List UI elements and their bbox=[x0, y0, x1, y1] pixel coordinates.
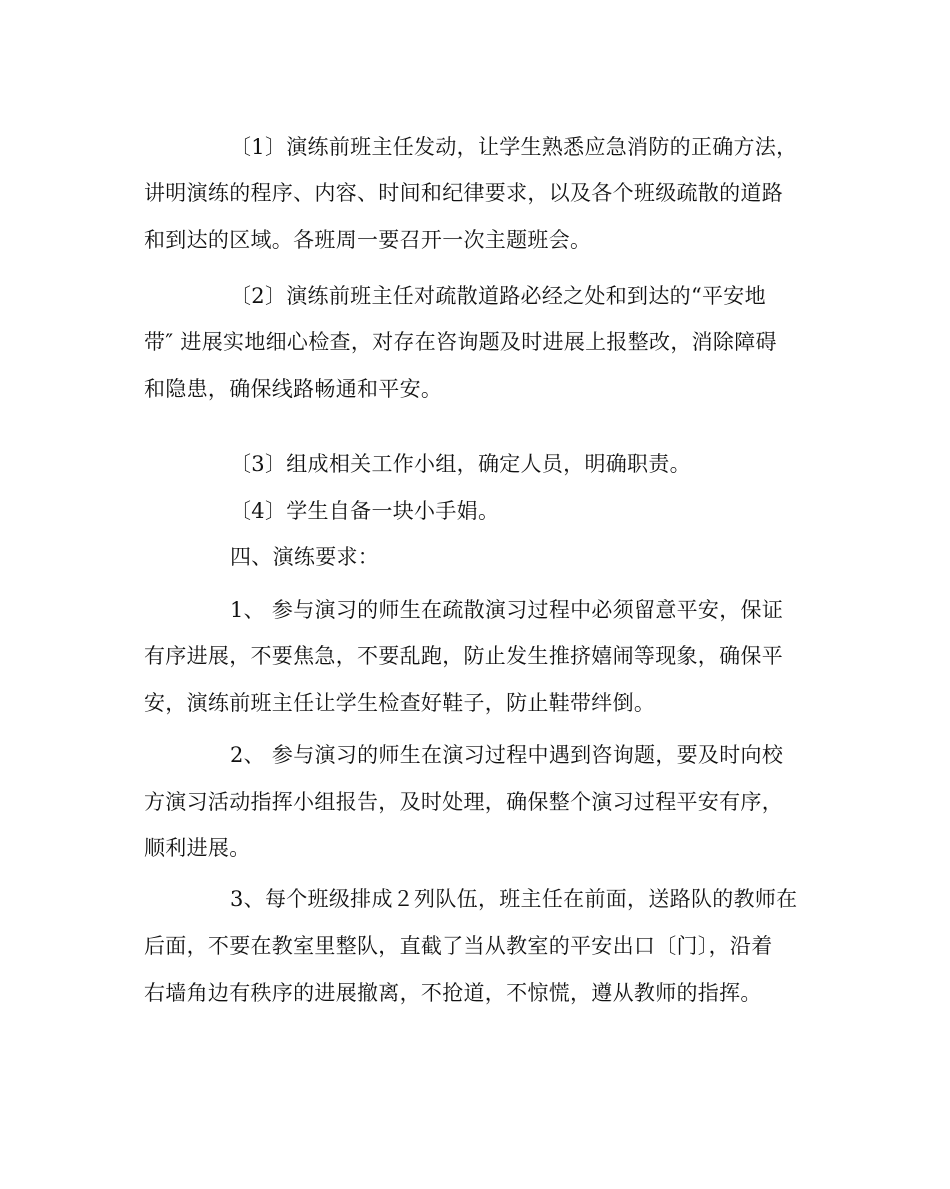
paragraph-line: 右墙角边有秩序的进展撤离，不抢道，不惊慌，遵从教师的指挥。 bbox=[144, 981, 762, 1005]
paragraph-line: 讲明演练的程序、内容、时间和纪律要求，以及各个班级疏散的道路 bbox=[144, 181, 783, 205]
paragraph-line: 〔2〕演练前班主任对疏散道路必经之处和到达的“平安地 bbox=[230, 284, 766, 308]
paragraph-line: 后面，不要在教室里整队，直截了当从教室的平安出口〔门〕，沿着 bbox=[144, 934, 773, 958]
paragraph-line: 带″ 进展实地细心检查，对存在咨询题及时进展上报整改，消除障碍 bbox=[144, 330, 777, 354]
paragraph-line: 方演习活动指挥小组报告，及时处理，确保整个演习过程平安有序， bbox=[144, 790, 783, 814]
paragraph-line: 〔1〕演练前班主任发动，让学生熟悉应急消防的正确方法， bbox=[230, 135, 798, 159]
paragraph-line: 3、每个班级排成２列队伍，班主任在前面，送路队的教师在 bbox=[230, 887, 798, 911]
paragraph-line: 安，演练前班主任让学生检查好鞋子，防止鞋带绊倒。 bbox=[144, 691, 656, 715]
section-heading: 四、演练要求： bbox=[230, 545, 380, 569]
paragraph-line: 有序进展，不要焦急，不要乱跑，防止发生推挤嬉闹等现象，确保平 bbox=[144, 644, 783, 668]
paragraph-line: 1、 参与演习的师生在疏散演习过程中必须留意平安，保证 bbox=[230, 598, 784, 622]
paragraph-line: 和到达的区域。各班周一要召开一次主题班会。 bbox=[144, 228, 592, 252]
paragraph-line: 〔4〕学生自备一块小手娟。 bbox=[230, 499, 500, 523]
paragraph-line: 2、 参与演习的师生在演习过程中遇到咨询题，要及时向校 bbox=[230, 743, 784, 767]
paragraph-line: 〔3〕组成相关工作小组，确定人员，明确职责。 bbox=[230, 452, 691, 476]
paragraph-line: 顺利进展。 bbox=[144, 836, 251, 860]
paragraph-line: 和隐患，确保线路畅通和平安。 bbox=[144, 377, 443, 401]
